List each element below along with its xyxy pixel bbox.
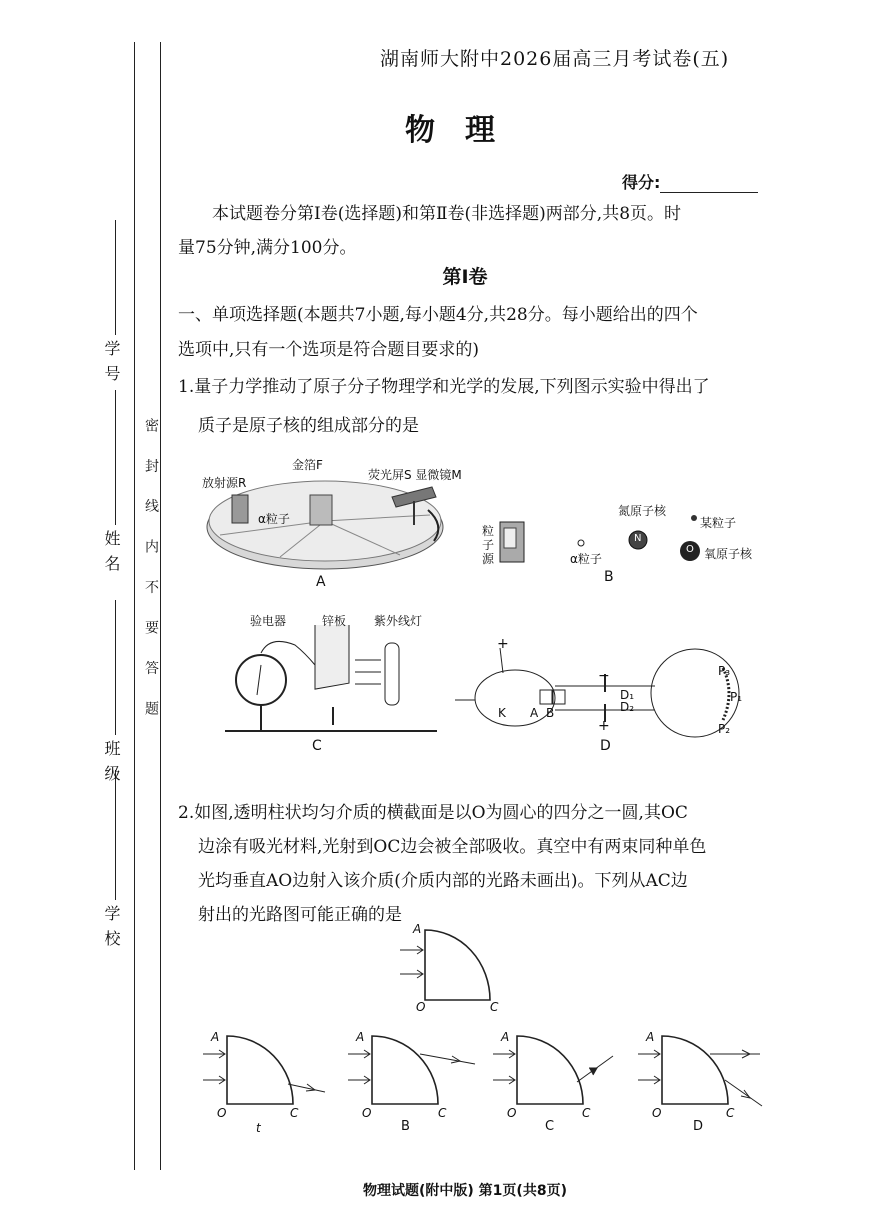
q2-main-figure	[395, 922, 505, 1020]
q2-option-a-figure	[195, 1032, 340, 1112]
label-d2: D₂	[620, 700, 635, 714]
label-oxygen: 氧原子核	[704, 547, 753, 561]
class-label: 班 级	[102, 740, 121, 784]
tube-minus: −	[598, 668, 610, 684]
score-field	[622, 170, 758, 193]
label-some-particle: 某粒子	[700, 516, 737, 530]
section-title: 第Ⅰ卷	[442, 266, 488, 288]
opt-a-point-a: A	[211, 1030, 220, 1044]
label-zinc-plate: 锌板	[322, 614, 347, 628]
main-point-c: C	[490, 1000, 499, 1014]
exam-title: 湖南师大附中2026届高三月考试卷(五)	[380, 48, 730, 70]
figure-b-letter: B	[604, 569, 614, 585]
label-a-electrode: A	[530, 706, 539, 720]
q2-line4: 射出的光路图可能正确的是	[198, 905, 402, 925]
symbol-o: O	[686, 544, 694, 555]
section-instruction-2: 选项中,只有一个选项是符合题目要求的)	[178, 340, 480, 360]
q2-line2: 边涂有吸光材料,光射到OC边会被全部吸收。真空中有两束同种单色	[198, 837, 707, 857]
seal-notice: 密 封 线 内 不 要 答 题	[143, 418, 159, 727]
figure-d-letter: D	[600, 738, 611, 754]
label-electroscope: 验电器	[250, 614, 287, 628]
figure-c-letter: C	[312, 738, 322, 754]
binding-line-outer	[134, 42, 135, 1170]
label-particle-source-3: 源	[482, 552, 495, 566]
opt-d-point-o: O	[652, 1106, 662, 1120]
page-footer: 物理试题(附中版) 第1页(共8页)	[363, 1183, 567, 1199]
opt-a-point-c: C	[290, 1106, 299, 1120]
opt-a-point-o: O	[217, 1106, 227, 1120]
stray-mark: t	[256, 1121, 261, 1135]
label-p1: P₁	[730, 690, 743, 704]
figure-a-letter: A	[316, 574, 326, 590]
opt-b-point-c: C	[438, 1106, 447, 1120]
q1-line1: 1.量子力学推动了原子分子物理学和光学的发展,下列图示实验中得出了	[178, 377, 710, 397]
opt-c-point-c: C	[582, 1106, 591, 1120]
label-b-electrode: B	[546, 706, 555, 720]
label-p2: P₂	[718, 722, 731, 736]
label-d1: D₁	[620, 688, 635, 702]
opt-d-point-c: C	[726, 1106, 735, 1120]
option-b-label: B	[401, 1119, 410, 1134]
school-blank	[115, 770, 116, 900]
opt-c-point-a: A	[501, 1030, 510, 1044]
label-uv-lamp: 紫外线灯	[374, 614, 423, 628]
label-particle-source-2: 子	[482, 538, 495, 552]
opt-b-point-a: A	[356, 1030, 365, 1044]
label-k: K	[498, 706, 506, 720]
score-label: 得分:	[622, 173, 661, 192]
main-point-o: O	[416, 1000, 426, 1014]
label-alpha-b: α粒子	[570, 552, 602, 566]
q2-option-c-figure	[485, 1032, 630, 1112]
tube-plus-bottom: +	[598, 718, 610, 734]
symbol-n: N	[634, 533, 642, 544]
q2-option-b-figure	[340, 1032, 485, 1112]
main-point-a: A	[413, 922, 422, 936]
label-alpha-a: α粒子	[258, 512, 290, 526]
section-instruction-1: 一、单项选择题(本题共7小题,每小题4分,共28分。每小题给出的四个	[178, 305, 698, 325]
label-p3: P₃	[718, 664, 731, 678]
school-label: 学 校	[102, 905, 121, 949]
q2-line3: 光均垂直AO边射入该介质(介质内部的光路未画出)。下列从AC边	[198, 871, 688, 891]
subject-title: 物理	[405, 113, 525, 148]
name-blank	[115, 390, 116, 525]
q2-option-d-figure	[630, 1032, 775, 1112]
opt-d-point-a: A	[646, 1030, 655, 1044]
name-label: 姓 名	[102, 530, 121, 574]
tube-plus-top: +	[497, 636, 509, 652]
label-screen-microscope: 荧光屏S 显微镜M	[368, 468, 462, 482]
q2-line1: 2.如图,透明柱状均匀介质的横截面是以O为圆心的四分之一圆,其OC	[178, 803, 688, 823]
label-gold-foil: 金箔F	[292, 458, 323, 472]
label-nitrogen: 氮原子核	[618, 504, 667, 518]
class-blank	[115, 600, 116, 735]
intro-line1: 本试题卷分第Ⅰ卷(选择题)和第Ⅱ卷(非选择题)两部分,共8页。时	[212, 204, 682, 224]
opt-b-point-o: O	[362, 1106, 372, 1120]
option-d-label: D	[693, 1119, 704, 1134]
label-source-r: 放射源R	[202, 476, 247, 490]
option-c-label: C	[545, 1119, 555, 1134]
intro-line2: 量75分钟,满分100分。	[178, 238, 357, 258]
figure-photoelectric	[225, 625, 440, 740]
student-id-label: 学 号	[102, 340, 121, 384]
label-particle-source-1: 粒	[482, 524, 495, 538]
opt-c-point-o: O	[507, 1106, 517, 1120]
q1-line2: 质子是原子核的组成部分的是	[198, 416, 419, 436]
